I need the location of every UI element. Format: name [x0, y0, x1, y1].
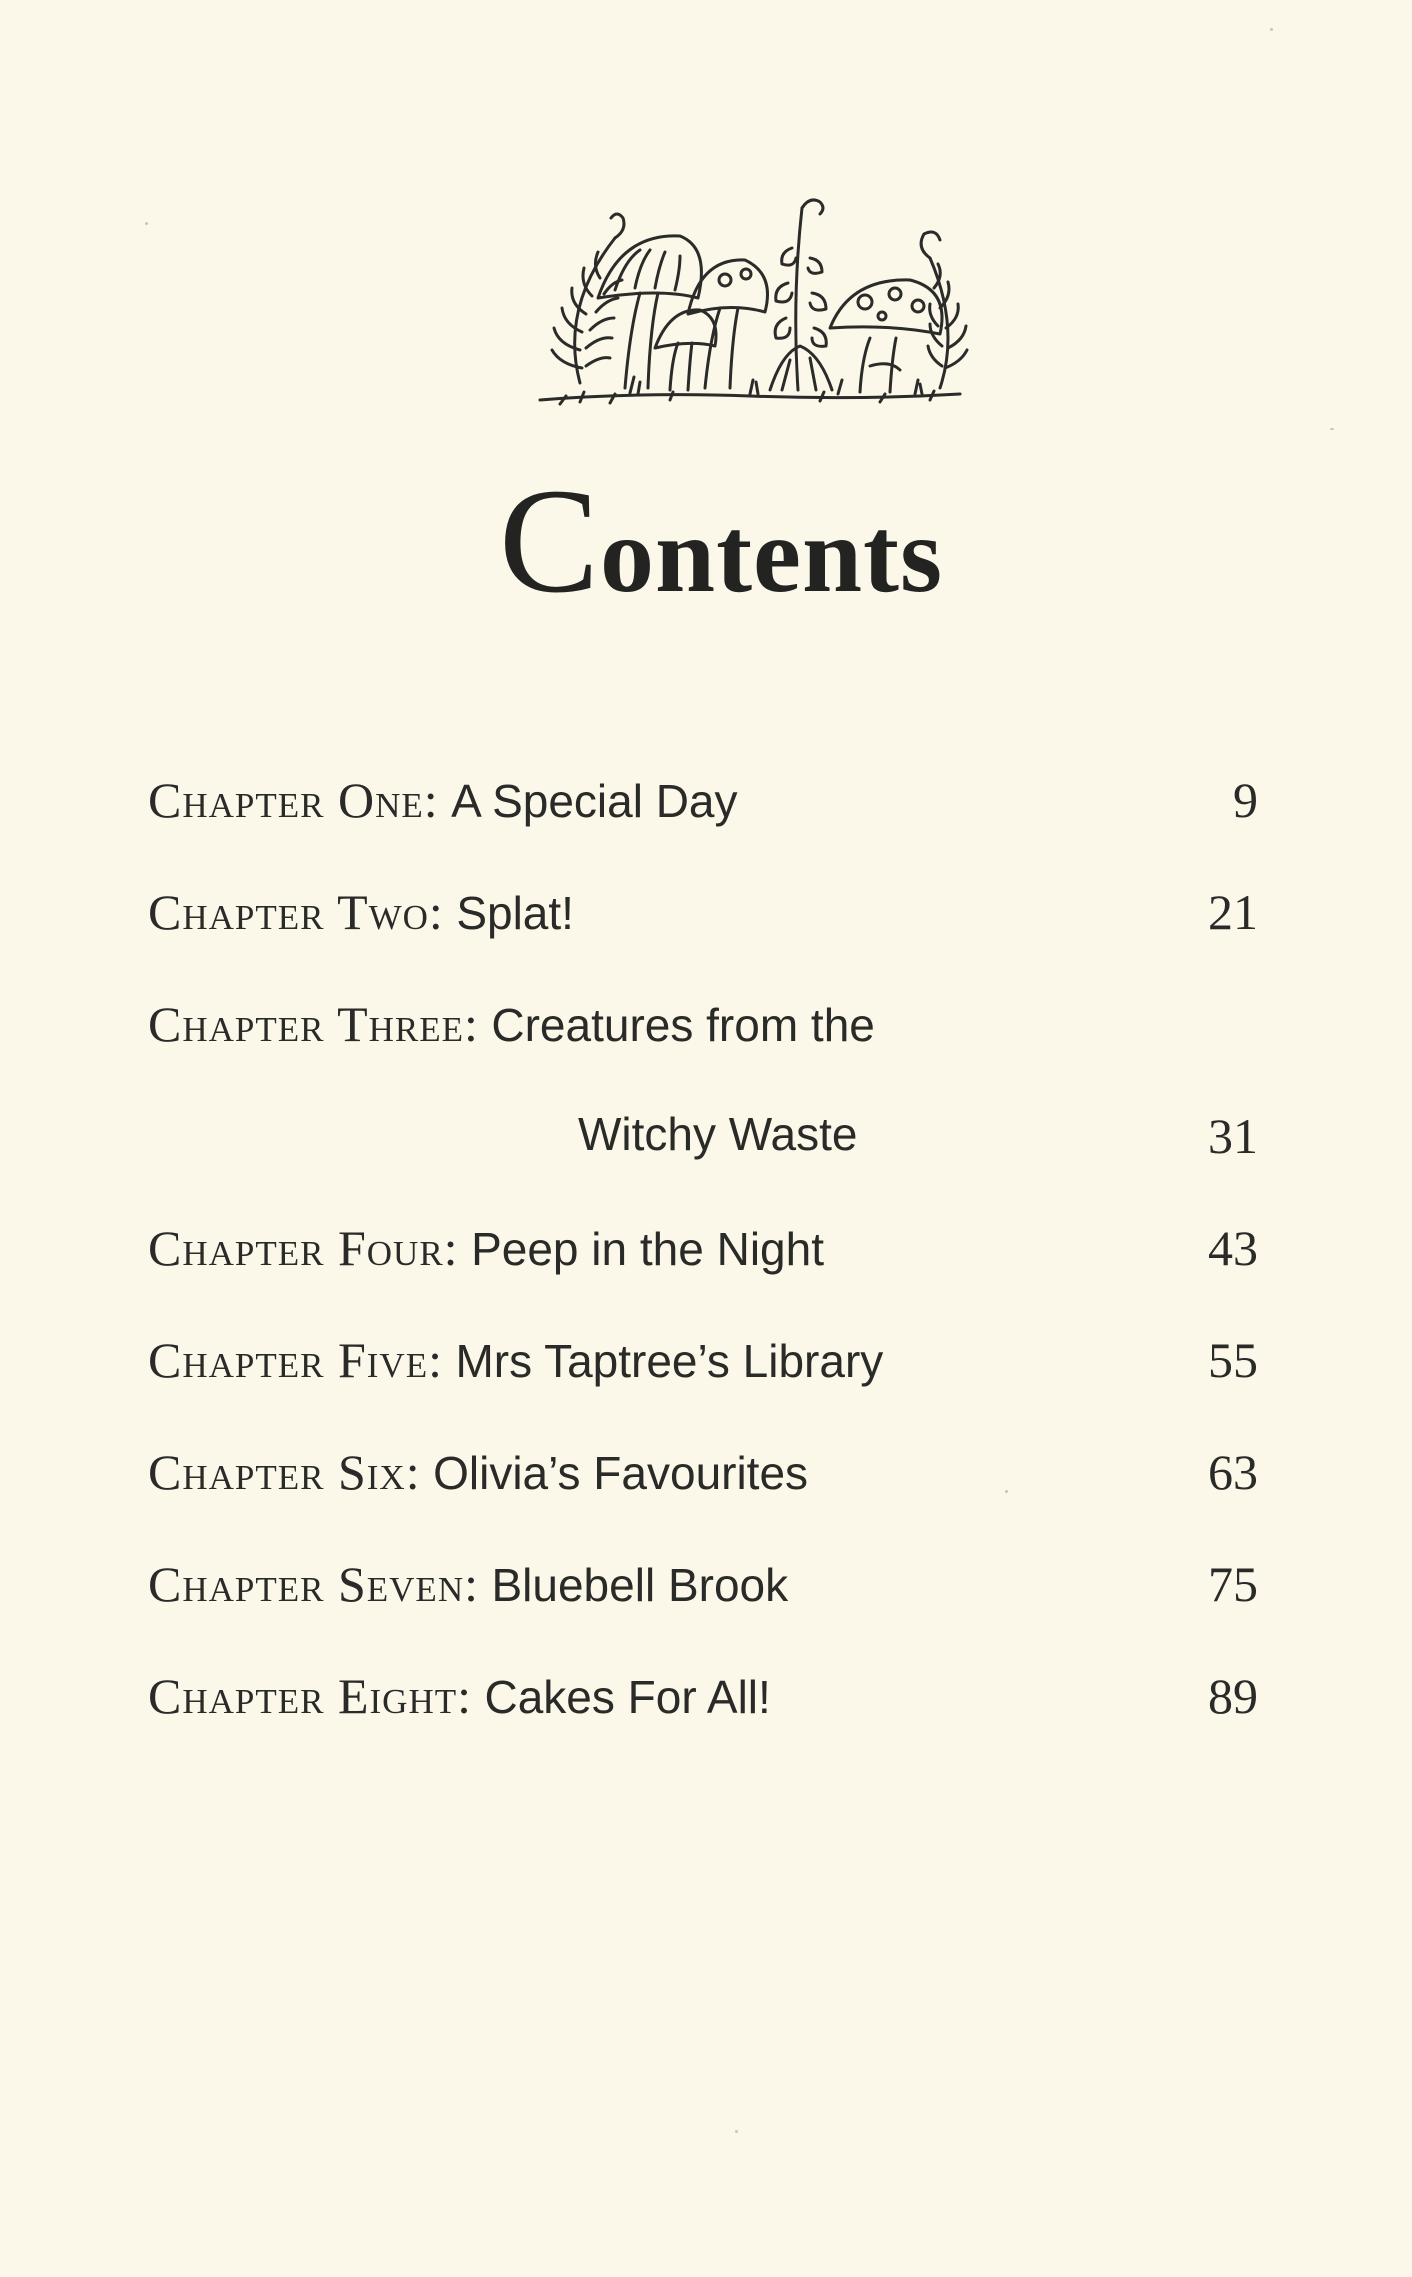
page-number: 21 — [1208, 884, 1258, 940]
toc-entry-text — [148, 1556, 789, 1612]
chapter-label: Chapter Seven: — [148, 1556, 479, 1612]
toc-entry[interactable] — [148, 1556, 1258, 1671]
page-number: 89 — [1208, 1668, 1258, 1724]
chapter-label: Chapter Five: — [148, 1332, 443, 1388]
toc-entry-text — [148, 996, 875, 1052]
toc-entry[interactable] — [148, 1332, 1258, 1447]
chapter-title: Splat! — [456, 887, 574, 939]
page-title-initial: C — [498, 458, 601, 624]
toc-entry-text — [148, 1668, 771, 1724]
chapter-title: Creatures from the — [491, 999, 875, 1051]
paper-speck — [735, 2130, 738, 2133]
toc-entry-text — [148, 1444, 809, 1500]
page-number: 63 — [1208, 1444, 1258, 1500]
chapter-title: Olivia’s Favourites — [433, 1447, 809, 1499]
mushroom-fern-illustration — [520, 178, 980, 428]
chapter-title: A Special Day — [451, 775, 738, 827]
toc-entry[interactable] — [148, 884, 1258, 999]
toc-entry[interactable] — [148, 772, 1258, 887]
page-number: 75 — [1208, 1556, 1258, 1612]
toc-entry[interactable] — [148, 1220, 1258, 1335]
chapter-label: Chapter One: — [148, 772, 439, 828]
chapter-label: Chapter Six: — [148, 1444, 421, 1500]
page-number: 31 — [1208, 1108, 1258, 1164]
table-of-contents — [148, 772, 1258, 1783]
chapter-label: Chapter Four: — [148, 1220, 459, 1276]
toc-entry[interactable] — [148, 1444, 1258, 1559]
chapter-title-continuation: Witchy Waste — [578, 1108, 858, 1160]
page-title-rest: ontents — [600, 496, 944, 615]
chapter-title: Bluebell Brook — [491, 1559, 789, 1611]
paper-speck — [145, 222, 148, 225]
chapter-title: Cakes For All! — [484, 1671, 771, 1723]
paper-speck — [1270, 28, 1273, 31]
toc-entry[interactable] — [148, 996, 1258, 1223]
page-number: 43 — [1208, 1220, 1258, 1276]
paper-speck — [1005, 1490, 1008, 1493]
toc-entry-text — [148, 1220, 824, 1276]
paper-speck — [1330, 428, 1334, 430]
chapter-label: Chapter Three: — [148, 996, 479, 1052]
chapter-title: Mrs Taptree’s Library — [455, 1335, 884, 1387]
toc-entry-text — [148, 1332, 884, 1388]
page-number: 9 — [1233, 772, 1258, 828]
page-number: 55 — [1208, 1332, 1258, 1388]
toc-entry-text — [148, 884, 574, 940]
chapter-label: Chapter Eight: — [148, 1668, 472, 1724]
page-title — [0, 455, 1412, 627]
chapter-label: Chapter Two: — [148, 884, 444, 940]
chapter-title: Peep in the Night — [471, 1223, 824, 1275]
toc-entry-text — [148, 772, 738, 828]
toc-entry[interactable] — [148, 1668, 1258, 1783]
